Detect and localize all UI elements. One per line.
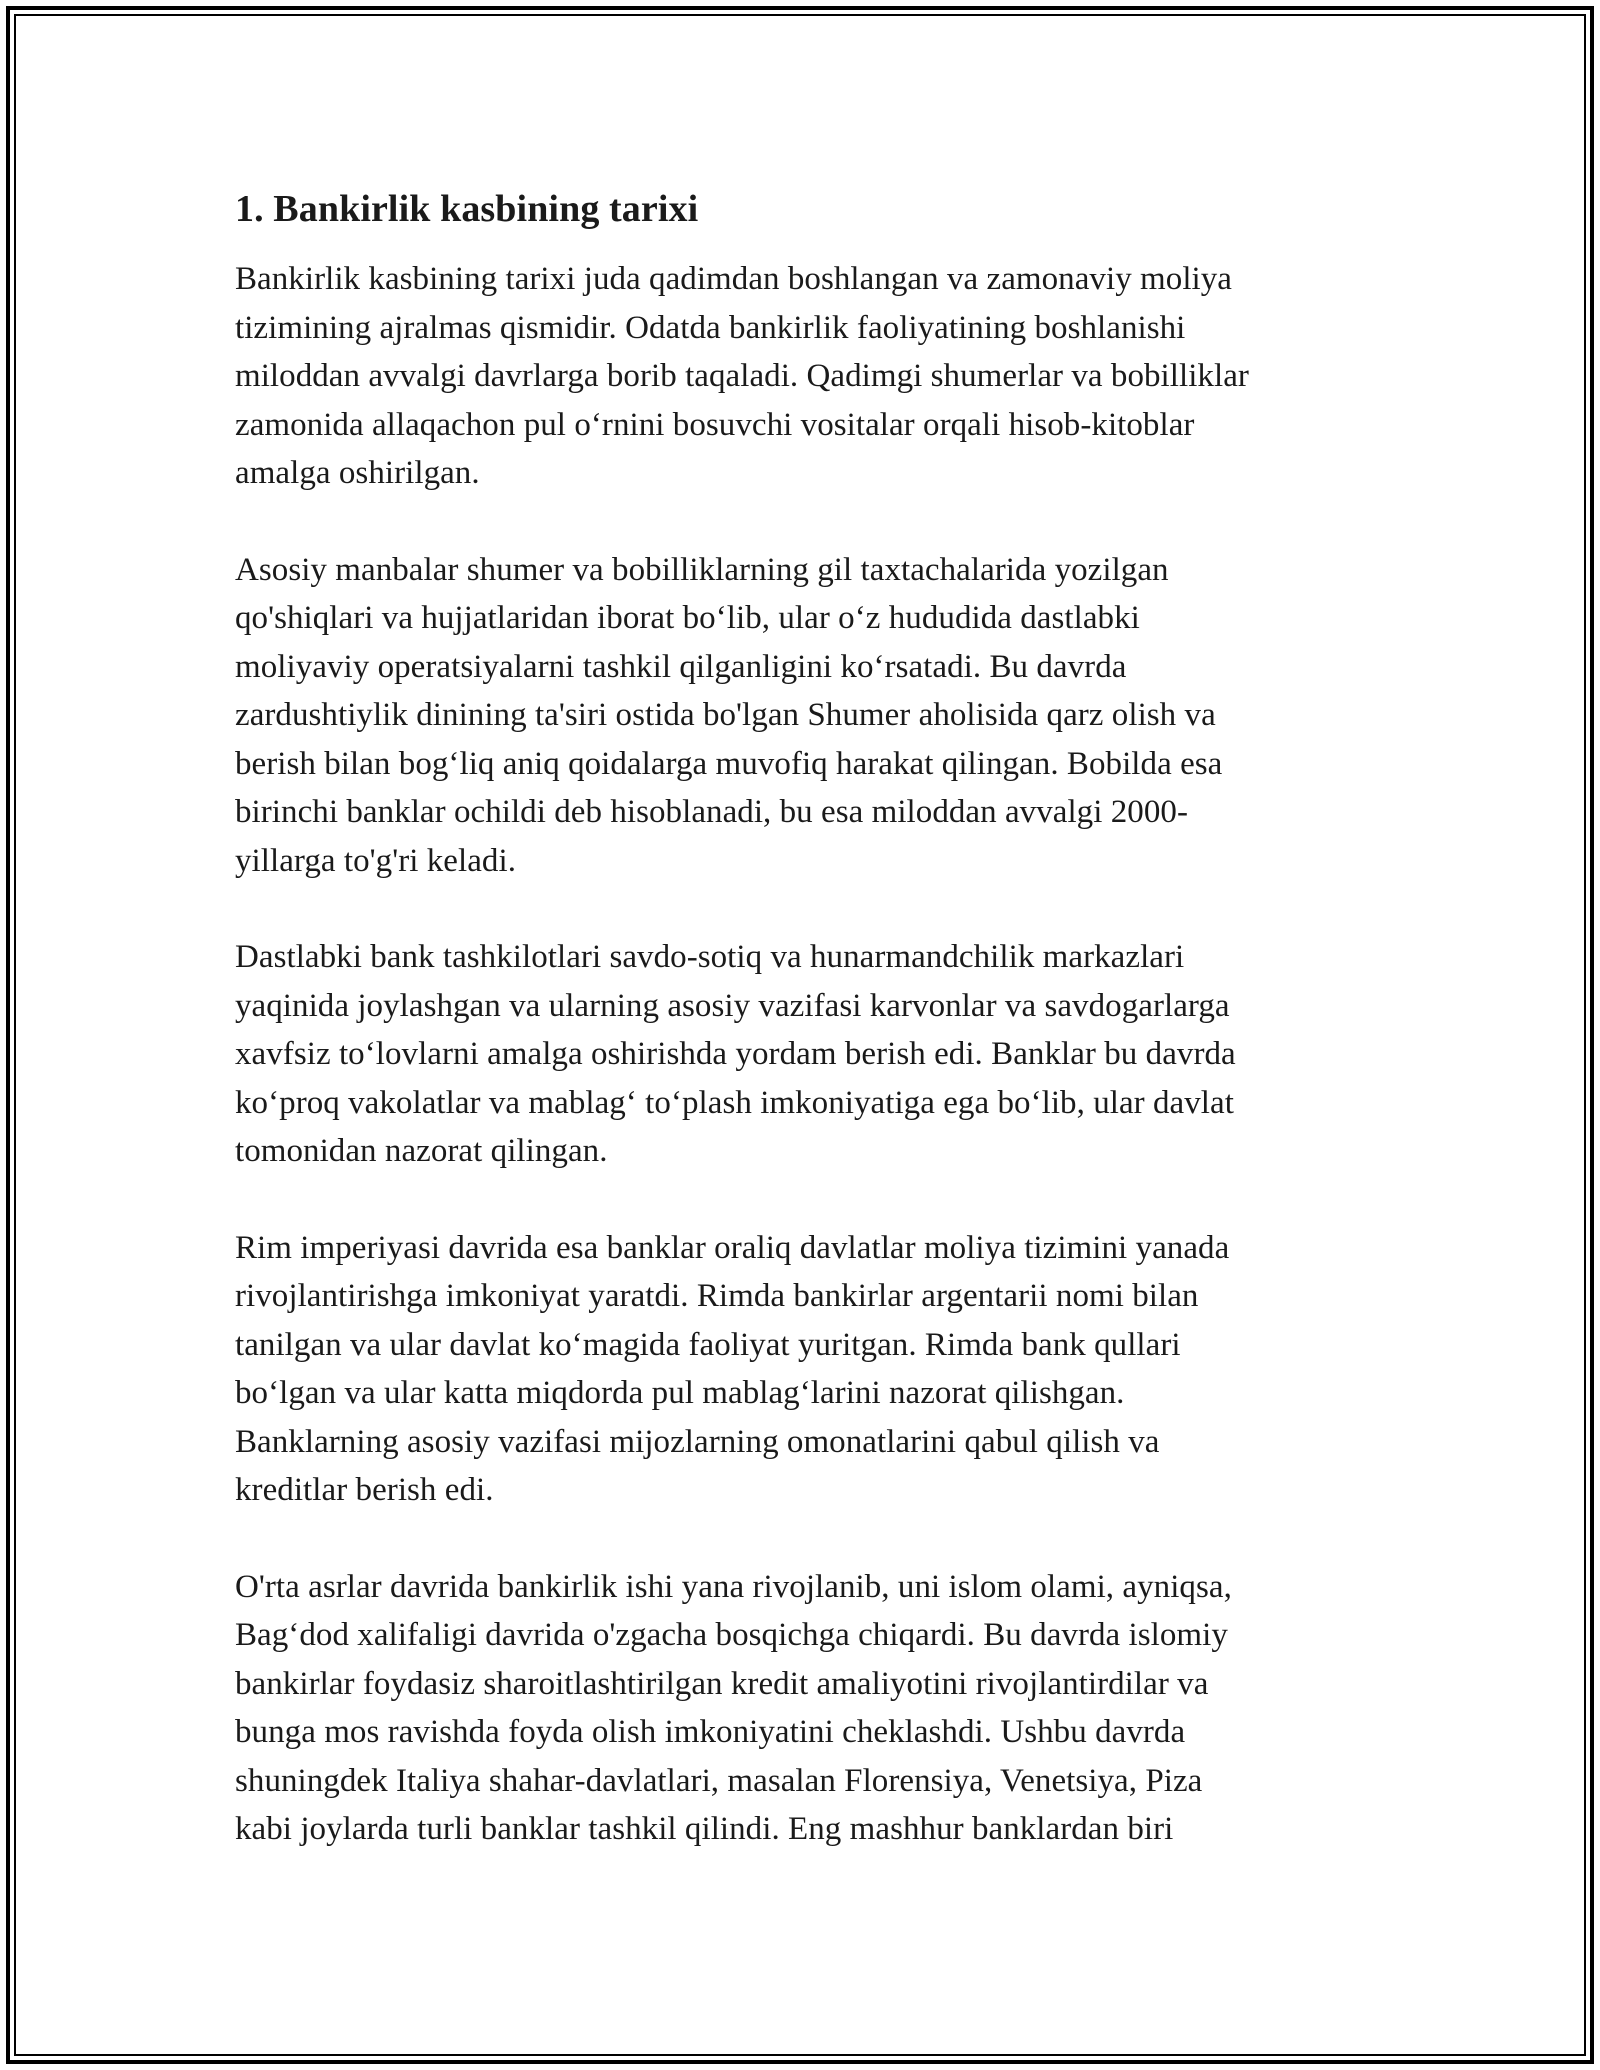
text-line: yaqinida joylashgan va ularning asosiy vazifasi karvonlar va savdogarlarga [235, 987, 1230, 1024]
paragraph-2 [235, 546, 1360, 886]
text-line: tanilgan va ular davlat ko‘magida faoliyat yuritgan. Rimda bank qullari [235, 1326, 1181, 1363]
text-line: birinchi banklar ochildi deb hisoblanadi, bu esa miloddan avvalgi 2000- [235, 794, 1188, 830]
text-line: Rim imperiyasi davrida esa banklar oraliq davlatlar moliya tizimini yanada [235, 1229, 1230, 1266]
text-line: berish bilan bog‘liq aniq qoidalarga muvofiq harakat qilingan. Bobilda esa [235, 745, 1223, 782]
paragraph-4 [235, 1224, 1360, 1515]
text-line: zardushtiylik dinining ta'siri ostida bo'lgan Shumer aholisida qarz olish va [235, 697, 1216, 733]
text-line: O'rta asrlar davrida bankirlik ishi yana rivojlanib, uni islom olami, ayniqsa, [235, 1568, 1232, 1605]
text-line: xavfsiz to‘lovlarni amalga oshirishda yordam berish edi. Banklar bu davrda [235, 1036, 1236, 1072]
text-line: bankirlar foydasiz sharoitlashtirilgan kredit amaliyotini rivojlantirdilar va [235, 1665, 1209, 1702]
paragraph-1 [235, 255, 1360, 498]
text-line: qo'shiqlari va hujjatlaridan iborat bo‘lib, ular o‘z hududida dastlabki [235, 600, 1140, 636]
text-line: Bag‘dod xalifaligi davrida o'zgacha bosqichga chiqardi. Bu davrda islomiy [235, 1617, 1228, 1653]
text-line: Asosiy manbalar shumer va bobilliklarning gil taxtachalarida yozilgan [235, 551, 1169, 588]
text-line: bunga mos ravishda foyda olish imkoniyatini cheklashdi. Ushbu davrda [235, 1714, 1186, 1750]
text-line: kabi joylarda turli banklar tashkil qilindi. Eng mashhur banklardan biri [235, 1811, 1174, 1847]
text-line: tizimining ajralmas qismidir. Odatda bankirlik faoliyatining boshlanishi [235, 309, 1186, 346]
document-body [235, 185, 1360, 1902]
section-title: 1. Bankirlik kasbining tarixi [235, 188, 699, 230]
text-line: moliyaviy operatsiyalarni tashkil qilganligini ko‘rsatadi. Bu davrda [235, 648, 1127, 685]
text-line: yillarga to'g'ri keladi. [235, 842, 516, 879]
paragraph-5 [235, 1563, 1360, 1854]
text-line: shuningdek Italiya shahar-davlatlari, masalan Florensiya, Venetsiya, Piza [235, 1762, 1203, 1799]
paragraph-3 [235, 933, 1360, 1176]
text-line: Banklarning asosiy vazifasi mijozlarning omonatlarini qabul qilish va [235, 1423, 1160, 1460]
text-line: tomonidan nazorat qilingan. [235, 1133, 608, 1169]
text-line: Dastlabki bank tashkilotlari savdo-sotiq va hunarmandchilik markazlari [235, 939, 1185, 975]
text-line: ko‘proq vakolatlar va mablag‘ to‘plash imkoniyatiga ega bo‘lib, ular davlat [235, 1084, 1234, 1121]
text-line: rivojlantirishga imkoniyat yaratdi. Rimda bankirlar argentarii nomi bilan [235, 1278, 1199, 1314]
text-line: amalga oshirilgan. [235, 455, 480, 491]
text-line: miloddan avvalgi davrlarga borib taqaladi. Qadimgi shumerlar va bobilliklar [235, 358, 1249, 394]
text-line: zamonida allaqachon pul o‘rnini bosuvchi vositalar orqali hisob-kitoblar [235, 406, 1195, 443]
text-line: kreditlar berish edi. [235, 1472, 494, 1508]
text-line: bo‘lgan va ular katta miqdorda pul mablag‘larini nazorat qilishgan. [235, 1375, 1125, 1411]
text-line: Bankirlik kasbining tarixi juda qadimdan boshlangan va zamonaviy moliya [235, 261, 1232, 297]
